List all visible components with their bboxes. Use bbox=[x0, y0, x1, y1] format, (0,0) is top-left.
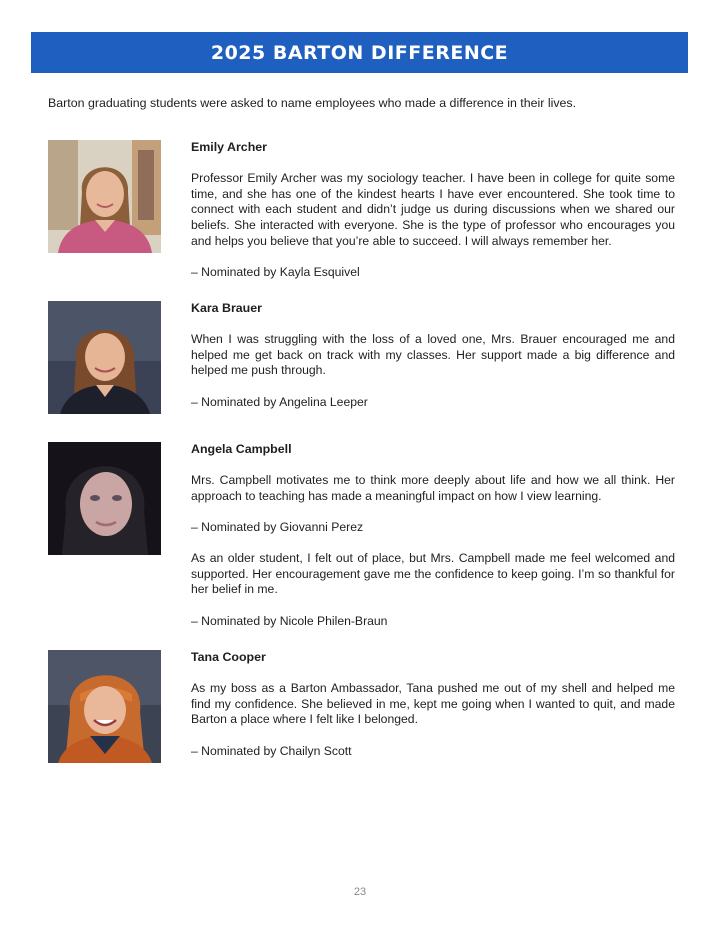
portrait-photo bbox=[48, 442, 161, 555]
nominated-by: – Nominated by Nicole Philen-Braun bbox=[191, 613, 388, 628]
nomination-quote: Professor Emily Archer was my sociology teacher. I have been in college for quite some time, and she has one of the kindest hearts I have ever encountered. She took time to connect with each student and didn’t judge us during discussions when we shared our beliefs. She interacted with everyone. She is the type of professor who encourages you and helps you believe that you’re able to succeed. I will always remember her. bbox=[191, 171, 675, 248]
nomination-quote: Mrs. Campbell motivates me to think more deeply about life and how we all think. Her approach to teaching has made a meaningful impact on how I view learning. bbox=[191, 473, 675, 503]
nominated-by: – Nominated by Giovanni Perez bbox=[191, 519, 364, 534]
portrait-photo bbox=[48, 650, 161, 763]
nominated-by: – Nominated by Chailyn Scott bbox=[191, 743, 352, 758]
nominee-name: Kara Brauer bbox=[191, 301, 262, 315]
portrait-emily-archer bbox=[48, 140, 161, 253]
nomination-quote: As my boss as a Barton Ambassador, Tana pushed me out of my shell and helped me find my confidence. She believed in me, kept me going when I wanted to quit, and made Barton a place where I felt like I belonged. bbox=[191, 681, 675, 727]
nominated-by: – Nominated by Angelina Leeper bbox=[191, 394, 368, 409]
nominated-by: – Nominated by Kayla Esquivel bbox=[191, 264, 360, 279]
portrait-kara-brauer bbox=[48, 301, 161, 414]
page-number: 23 bbox=[353, 886, 367, 898]
intro-text: Barton graduating students were asked to name employees who made a difference in their lives. bbox=[48, 96, 577, 110]
nominee-name: Angela Campbell bbox=[191, 442, 292, 456]
portrait-angela-campbell bbox=[48, 442, 161, 555]
portrait-photo bbox=[48, 140, 161, 253]
nominee-name: Tana Cooper bbox=[191, 650, 266, 664]
title-banner bbox=[31, 32, 688, 73]
portrait-photo bbox=[48, 301, 161, 414]
nomination-quote: As an older student, I felt out of place, but Mrs. Campbell made me feel welcomed and supported. Her encouragement gave me the confidence to keep going. I’m so thankful for her belief in me. bbox=[191, 551, 675, 597]
page-title: 2025 BARTON DIFFERENCE bbox=[210, 41, 509, 64]
portrait-tana-cooper bbox=[48, 650, 161, 763]
nomination-quote: When I was struggling with the loss of a loved one, Mrs. Brauer encouraged me and helped me get back on track with my classes. Her support made a big difference and helped me push through. bbox=[191, 332, 675, 378]
nominee-name: Emily Archer bbox=[191, 140, 267, 154]
